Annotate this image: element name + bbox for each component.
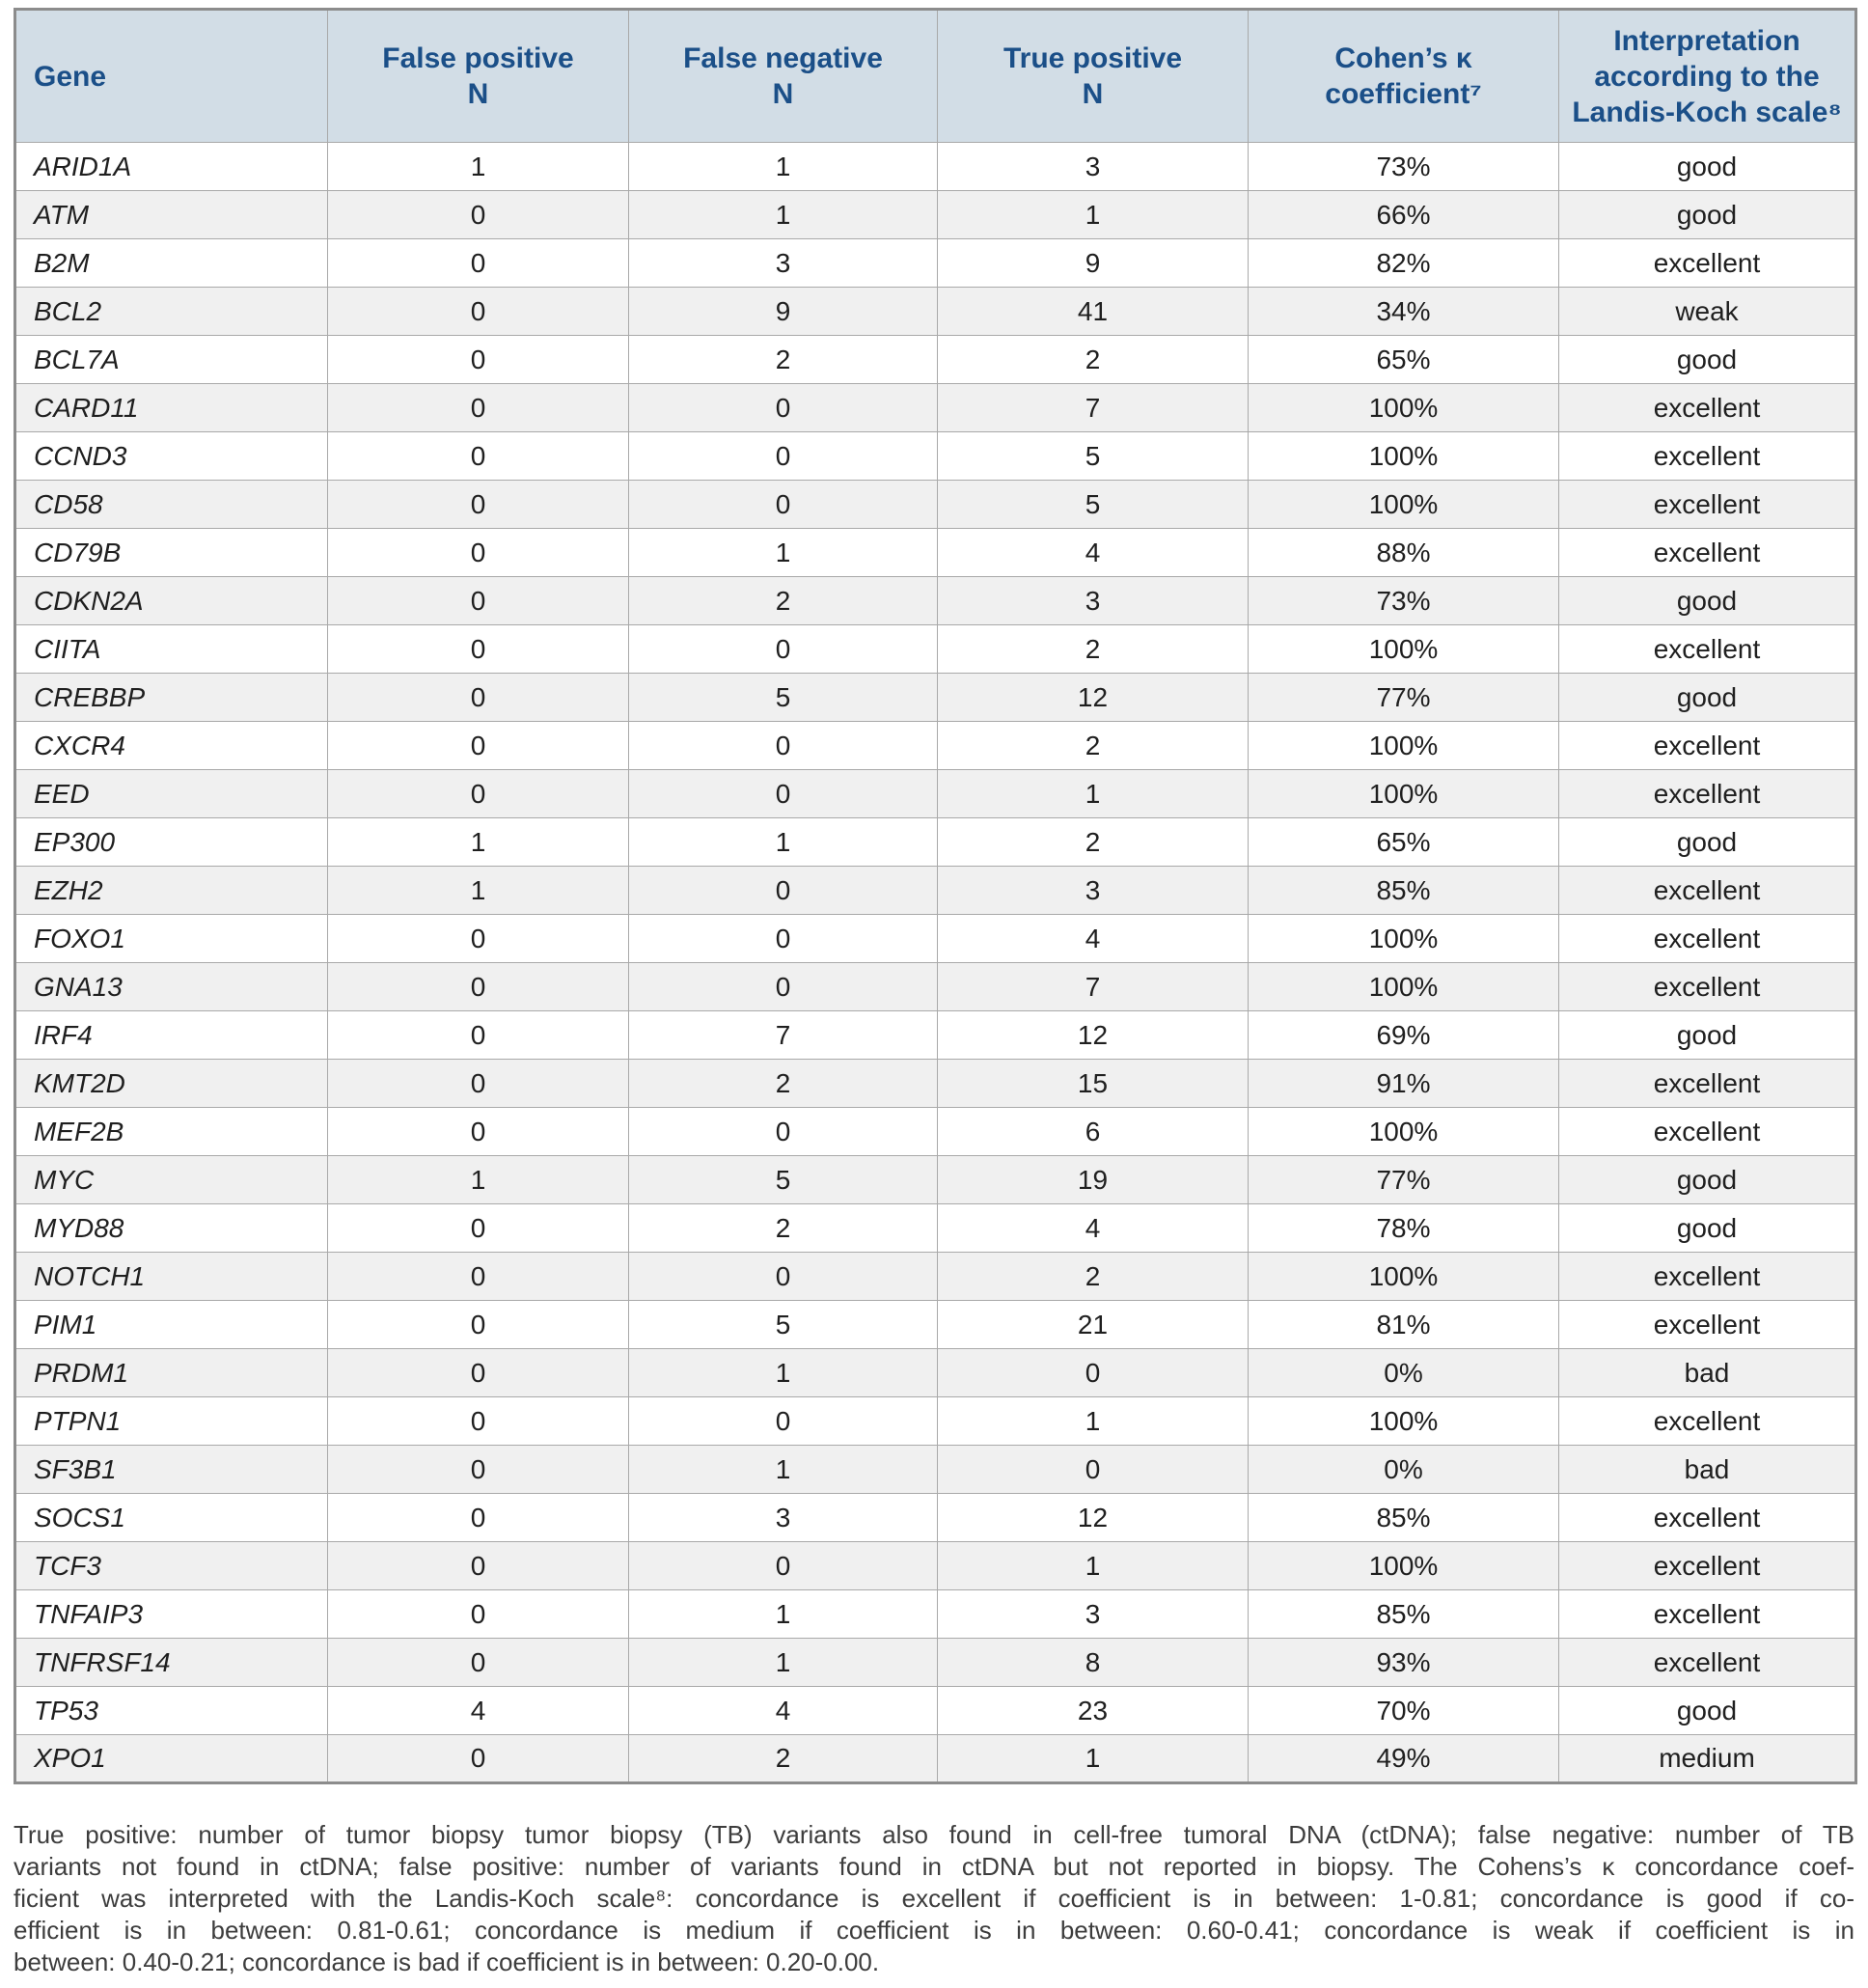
- interpretation-cell: excellent: [1559, 239, 1856, 288]
- kappa-coefficient-cell: 85%: [1249, 1590, 1559, 1639]
- gene-cell: CIITA: [15, 625, 328, 674]
- table-row: [15, 1108, 1856, 1156]
- table-row: [15, 288, 1856, 336]
- table-header: [15, 10, 1856, 143]
- interpretation-cell: excellent: [1559, 1060, 1856, 1108]
- interpretation-cell: excellent: [1559, 867, 1856, 915]
- interpretation-cell: excellent: [1559, 1301, 1856, 1349]
- false-negative-cell: 1: [629, 143, 938, 191]
- false-positive-cell: 0: [328, 1060, 629, 1108]
- table-row: [15, 481, 1856, 529]
- gene-cell: FOXO1: [15, 915, 328, 963]
- false-negative-cell: 1: [629, 1639, 938, 1687]
- true-positive-cell: 9: [938, 239, 1249, 288]
- false-negative-cell: 5: [629, 1156, 938, 1204]
- false-positive-cell: 0: [328, 625, 629, 674]
- false-positive-cell: 0: [328, 722, 629, 770]
- false-positive-cell: 1: [328, 867, 629, 915]
- table-row: [15, 722, 1856, 770]
- column-header-sublabel: coefficient⁷: [1325, 78, 1482, 110]
- footnote-line: True positive: number of tumor biopsy tumor biopsy (TB) variants also found in cell-free tumoral DNA (ctDNA); false negative: number of TB: [14, 1820, 1854, 1849]
- gene-cell: PIM1: [15, 1301, 328, 1349]
- false-positive-cell: 0: [328, 1590, 629, 1639]
- table-row: [15, 1590, 1856, 1639]
- gene-cell: MEF2B: [15, 1108, 328, 1156]
- false-positive-cell: 0: [328, 577, 629, 625]
- false-negative-cell: 0: [629, 915, 938, 963]
- false-negative-cell: 0: [629, 867, 938, 915]
- footnote-line: between: 0.40-0.21; concordance is bad if coefficient is in between: 0.20-0.00.: [14, 1947, 880, 1976]
- true-positive-cell: 21: [938, 1301, 1249, 1349]
- interpretation-cell: bad: [1559, 1446, 1856, 1494]
- true-positive-cell: 3: [938, 867, 1249, 915]
- interpretation-cell: excellent: [1559, 770, 1856, 818]
- true-positive-cell: 0: [938, 1349, 1249, 1397]
- table-row: [15, 963, 1856, 1011]
- table-row: [15, 625, 1856, 674]
- false-positive-cell: 0: [328, 1397, 629, 1446]
- table-row: [15, 432, 1856, 481]
- kappa-coefficient-cell: 77%: [1249, 1156, 1559, 1204]
- false-negative-cell: 1: [629, 1590, 938, 1639]
- false-negative-cell: 5: [629, 1301, 938, 1349]
- true-positive-cell: 3: [938, 143, 1249, 191]
- column-header-label: True positive: [1003, 42, 1183, 74]
- interpretation-cell: excellent: [1559, 481, 1856, 529]
- table-row: [15, 770, 1856, 818]
- true-positive-cell: 3: [938, 1590, 1249, 1639]
- table-row: [15, 577, 1856, 625]
- table-row: [15, 1446, 1856, 1494]
- true-positive-cell: 4: [938, 529, 1249, 577]
- true-positive-cell: 1: [938, 1735, 1249, 1783]
- interpretation-cell: excellent: [1559, 1397, 1856, 1446]
- column-header-label: Gene: [34, 60, 107, 93]
- column-header-false-negative: [629, 10, 938, 143]
- column-header-label: False negative: [683, 42, 883, 74]
- table-row: [15, 1349, 1856, 1397]
- table-row: [15, 191, 1856, 239]
- kappa-coefficient-cell: 100%: [1249, 770, 1559, 818]
- gene-cell: CARD11: [15, 384, 328, 432]
- gene-cell: EP300: [15, 818, 328, 867]
- footnote-line: efficient is in between: 0.81-0.61; concordance is medium if coefficient is in between: 0.60-0.41; concordance is weak if coefficient is in: [14, 1916, 1854, 1945]
- false-negative-cell: 0: [629, 963, 938, 1011]
- header-row: [15, 10, 1856, 143]
- table-row: [15, 384, 1856, 432]
- kappa-coefficient-cell: 65%: [1249, 818, 1559, 867]
- column-header-label: Cohen’s κ: [1334, 42, 1472, 74]
- interpretation-cell: excellent: [1559, 1253, 1856, 1301]
- gene-cell: ATM: [15, 191, 328, 239]
- false-positive-cell: 0: [328, 336, 629, 384]
- interpretation-cell: excellent: [1559, 1590, 1856, 1639]
- kappa-coefficient-cell: 100%: [1249, 1108, 1559, 1156]
- true-positive-cell: 2: [938, 1253, 1249, 1301]
- interpretation-cell: excellent: [1559, 1542, 1856, 1590]
- false-positive-cell: 4: [328, 1687, 629, 1735]
- kappa-coefficient-cell: 77%: [1249, 674, 1559, 722]
- table-row: [15, 867, 1856, 915]
- table-row: [15, 529, 1856, 577]
- false-positive-cell: 0: [328, 1349, 629, 1397]
- gene-cell: TNFRSF14: [15, 1639, 328, 1687]
- table-row: [15, 1253, 1856, 1301]
- false-negative-cell: 2: [629, 1204, 938, 1253]
- true-positive-cell: 12: [938, 1494, 1249, 1542]
- kappa-coefficient-cell: 93%: [1249, 1639, 1559, 1687]
- false-positive-cell: 0: [328, 1301, 629, 1349]
- interpretation-cell: excellent: [1559, 625, 1856, 674]
- false-positive-cell: 0: [328, 529, 629, 577]
- false-negative-cell: 9: [629, 288, 938, 336]
- kappa-coefficient-cell: 85%: [1249, 867, 1559, 915]
- false-negative-cell: 2: [629, 1060, 938, 1108]
- gene-cell: TNFAIP3: [15, 1590, 328, 1639]
- kappa-coefficient-cell: 100%: [1249, 722, 1559, 770]
- column-header-sublabel: N: [1082, 78, 1104, 110]
- false-negative-cell: 2: [629, 336, 938, 384]
- kappa-coefficient-cell: 100%: [1249, 915, 1559, 963]
- kappa-coefficient-cell: 100%: [1249, 625, 1559, 674]
- kappa-coefficient-cell: 100%: [1249, 481, 1559, 529]
- kappa-coefficient-cell: 82%: [1249, 239, 1559, 288]
- gene-cell: PRDM1: [15, 1349, 328, 1397]
- interpretation-cell: excellent: [1559, 915, 1856, 963]
- table-body: [15, 143, 1856, 1783]
- gene-cell: TP53: [15, 1687, 328, 1735]
- gene-cell: CCND3: [15, 432, 328, 481]
- false-negative-cell: 0: [629, 722, 938, 770]
- true-positive-cell: 4: [938, 1204, 1249, 1253]
- kappa-coefficient-cell: 91%: [1249, 1060, 1559, 1108]
- kappa-coefficient-cell: 100%: [1249, 1253, 1559, 1301]
- false-positive-cell: 0: [328, 191, 629, 239]
- table-row: [15, 1011, 1856, 1060]
- gene-cell: SOCS1: [15, 1494, 328, 1542]
- false-positive-cell: 0: [328, 1542, 629, 1590]
- kappa-coefficient-cell: 100%: [1249, 1397, 1559, 1446]
- kappa-coefficient-cell: 65%: [1249, 336, 1559, 384]
- gene-cell: CD79B: [15, 529, 328, 577]
- gene-cell: IRF4: [15, 1011, 328, 1060]
- gene-cell: CD58: [15, 481, 328, 529]
- true-positive-cell: 4: [938, 915, 1249, 963]
- gene-cell: MYC: [15, 1156, 328, 1204]
- false-positive-cell: 0: [328, 288, 629, 336]
- column-header-false-positive: [328, 10, 629, 143]
- false-positive-cell: 0: [328, 1011, 629, 1060]
- kappa-coefficient-cell: 66%: [1249, 191, 1559, 239]
- false-negative-cell: 0: [629, 432, 938, 481]
- true-positive-cell: 23: [938, 1687, 1249, 1735]
- table-row: [15, 1301, 1856, 1349]
- gene-cell: EED: [15, 770, 328, 818]
- false-negative-cell: 2: [629, 577, 938, 625]
- table-row: [15, 1639, 1856, 1687]
- gene-cell: MYD88: [15, 1204, 328, 1253]
- interpretation-cell: good: [1559, 818, 1856, 867]
- false-negative-cell: 1: [629, 191, 938, 239]
- kappa-coefficient-cell: 73%: [1249, 143, 1559, 191]
- table-row: [15, 674, 1856, 722]
- true-positive-cell: 7: [938, 963, 1249, 1011]
- interpretation-cell: good: [1559, 577, 1856, 625]
- gene-cell: NOTCH1: [15, 1253, 328, 1301]
- kappa-coefficient-cell: 100%: [1249, 963, 1559, 1011]
- gene-cell: GNA13: [15, 963, 328, 1011]
- kappa-coefficient-cell: 100%: [1249, 1542, 1559, 1590]
- true-positive-cell: 15: [938, 1060, 1249, 1108]
- false-negative-cell: 0: [629, 1397, 938, 1446]
- kappa-coefficient-cell: 0%: [1249, 1349, 1559, 1397]
- gene-cell: CDKN2A: [15, 577, 328, 625]
- kappa-coefficient-cell: 81%: [1249, 1301, 1559, 1349]
- kappa-coefficient-cell: 73%: [1249, 577, 1559, 625]
- true-positive-cell: 8: [938, 1639, 1249, 1687]
- false-positive-cell: 0: [328, 432, 629, 481]
- false-positive-cell: 0: [328, 963, 629, 1011]
- false-negative-cell: 0: [629, 1108, 938, 1156]
- false-positive-cell: 0: [328, 1735, 629, 1783]
- true-positive-cell: 2: [938, 722, 1249, 770]
- kappa-coefficient-cell: 100%: [1249, 384, 1559, 432]
- kappa-coefficient-cell: 69%: [1249, 1011, 1559, 1060]
- false-positive-cell: 0: [328, 1639, 629, 1687]
- true-positive-cell: 19: [938, 1156, 1249, 1204]
- table-row: [15, 1397, 1856, 1446]
- false-negative-cell: 2: [629, 1735, 938, 1783]
- gene-cell: BCL7A: [15, 336, 328, 384]
- table-row: [15, 1687, 1856, 1735]
- interpretation-cell: medium: [1559, 1735, 1856, 1783]
- false-negative-cell: 1: [629, 818, 938, 867]
- false-negative-cell: 0: [629, 481, 938, 529]
- interpretation-cell: excellent: [1559, 432, 1856, 481]
- gene-cell: BCL2: [15, 288, 328, 336]
- gene-cell: KMT2D: [15, 1060, 328, 1108]
- true-positive-cell: 41: [938, 288, 1249, 336]
- interpretation-cell: weak: [1559, 288, 1856, 336]
- false-positive-cell: 0: [328, 481, 629, 529]
- column-header-true-positive: [938, 10, 1249, 143]
- interpretation-cell: good: [1559, 1156, 1856, 1204]
- false-positive-cell: 0: [328, 770, 629, 818]
- true-positive-cell: 6: [938, 1108, 1249, 1156]
- false-negative-cell: 0: [629, 1253, 938, 1301]
- column-header-sublabel: N: [772, 78, 794, 110]
- false-positive-cell: 0: [328, 674, 629, 722]
- interpretation-cell: excellent: [1559, 529, 1856, 577]
- column-header-label: Interpretation according to the Landis-Koch scale⁸: [1572, 24, 1842, 128]
- table-row: [15, 915, 1856, 963]
- interpretation-cell: good: [1559, 1204, 1856, 1253]
- false-positive-cell: 1: [328, 818, 629, 867]
- interpretation-cell: excellent: [1559, 1108, 1856, 1156]
- false-negative-cell: 3: [629, 239, 938, 288]
- gene-cell: EZH2: [15, 867, 328, 915]
- table-row: [15, 143, 1856, 191]
- table-row: [15, 1204, 1856, 1253]
- true-positive-cell: 1: [938, 191, 1249, 239]
- false-negative-cell: 3: [629, 1494, 938, 1542]
- kappa-coefficient-cell: 88%: [1249, 529, 1559, 577]
- footnote-line: ficient was interpreted with the Landis-Koch scale⁸: concordance is excellent if coefficient is in between: 1-0.81; concordance is good if co-: [14, 1884, 1854, 1913]
- column-header-interpretation: [1559, 10, 1856, 143]
- false-positive-cell: 0: [328, 1494, 629, 1542]
- gene-cell: XPO1: [15, 1735, 328, 1783]
- table-row: [15, 1494, 1856, 1542]
- true-positive-cell: 2: [938, 625, 1249, 674]
- interpretation-cell: excellent: [1559, 1494, 1856, 1542]
- false-positive-cell: 0: [328, 915, 629, 963]
- footnote-line: variants not found in ctDNA; false positive: number of variants found in ctDNA but not reported in biopsy. The Cohens’s κ concordance coef-: [14, 1852, 1854, 1881]
- true-positive-cell: 1: [938, 1542, 1249, 1590]
- false-negative-cell: 4: [629, 1687, 938, 1735]
- interpretation-cell: good: [1559, 336, 1856, 384]
- column-header-gene: [15, 10, 328, 143]
- true-positive-cell: 3: [938, 577, 1249, 625]
- kappa-coefficient-cell: 34%: [1249, 288, 1559, 336]
- false-positive-cell: 0: [328, 1108, 629, 1156]
- true-positive-cell: 1: [938, 770, 1249, 818]
- interpretation-cell: excellent: [1559, 963, 1856, 1011]
- interpretation-cell: bad: [1559, 1349, 1856, 1397]
- false-negative-cell: 1: [629, 1446, 938, 1494]
- false-positive-cell: 0: [328, 1253, 629, 1301]
- true-positive-cell: 1: [938, 1397, 1249, 1446]
- table-row: [15, 1060, 1856, 1108]
- interpretation-cell: good: [1559, 674, 1856, 722]
- false-positive-cell: 0: [328, 1204, 629, 1253]
- true-positive-cell: 0: [938, 1446, 1249, 1494]
- table-row: [15, 336, 1856, 384]
- true-positive-cell: 2: [938, 336, 1249, 384]
- true-positive-cell: 5: [938, 481, 1249, 529]
- gene-cell: CREBBP: [15, 674, 328, 722]
- gene-cell: B2M: [15, 239, 328, 288]
- false-negative-cell: 0: [629, 770, 938, 818]
- false-negative-cell: 0: [629, 384, 938, 432]
- interpretation-cell: good: [1559, 1687, 1856, 1735]
- gene-cell: TCF3: [15, 1542, 328, 1590]
- interpretation-cell: excellent: [1559, 384, 1856, 432]
- column-header-cohens-kappa: [1249, 10, 1559, 143]
- table-row: [15, 1542, 1856, 1590]
- gene-concordance-table: [14, 8, 1857, 1784]
- true-positive-cell: 2: [938, 818, 1249, 867]
- gene-cell: PTPN1: [15, 1397, 328, 1446]
- table-row: [15, 1156, 1856, 1204]
- false-positive-cell: 1: [328, 143, 629, 191]
- kappa-coefficient-cell: 78%: [1249, 1204, 1559, 1253]
- false-negative-cell: 7: [629, 1011, 938, 1060]
- false-negative-cell: 0: [629, 1542, 938, 1590]
- table-row: [15, 818, 1856, 867]
- column-header-sublabel: N: [467, 78, 489, 110]
- interpretation-cell: good: [1559, 191, 1856, 239]
- true-positive-cell: 7: [938, 384, 1249, 432]
- gene-cell: ARID1A: [15, 143, 328, 191]
- interpretation-cell: excellent: [1559, 722, 1856, 770]
- false-positive-cell: 0: [328, 239, 629, 288]
- table-row: [15, 1735, 1856, 1783]
- kappa-coefficient-cell: 100%: [1249, 432, 1559, 481]
- kappa-coefficient-cell: 0%: [1249, 1446, 1559, 1494]
- column-header-label: False positive: [382, 42, 574, 74]
- kappa-coefficient-cell: 85%: [1249, 1494, 1559, 1542]
- kappa-coefficient-cell: 70%: [1249, 1687, 1559, 1735]
- false-negative-cell: 0: [629, 625, 938, 674]
- false-positive-cell: 0: [328, 1446, 629, 1494]
- false-positive-cell: 1: [328, 1156, 629, 1204]
- true-positive-cell: 12: [938, 674, 1249, 722]
- interpretation-cell: good: [1559, 143, 1856, 191]
- gene-cell: SF3B1: [15, 1446, 328, 1494]
- gene-cell: CXCR4: [15, 722, 328, 770]
- table-row: [15, 239, 1856, 288]
- false-positive-cell: 0: [328, 384, 629, 432]
- true-positive-cell: 12: [938, 1011, 1249, 1060]
- false-negative-cell: 5: [629, 674, 938, 722]
- true-positive-cell: 5: [938, 432, 1249, 481]
- interpretation-cell: excellent: [1559, 1639, 1856, 1687]
- kappa-coefficient-cell: 49%: [1249, 1735, 1559, 1783]
- interpretation-cell: good: [1559, 1011, 1856, 1060]
- false-negative-cell: 1: [629, 1349, 938, 1397]
- table-footnote: [14, 1819, 1854, 1978]
- false-negative-cell: 1: [629, 529, 938, 577]
